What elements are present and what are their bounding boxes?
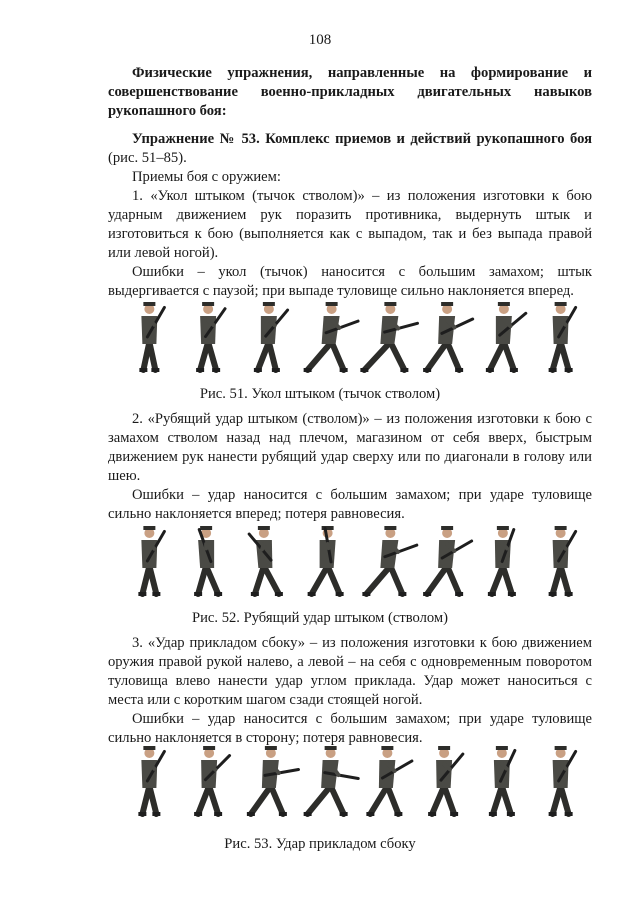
soldier-figure <box>304 302 358 372</box>
figure-row-51 <box>120 298 590 374</box>
soldier-figure <box>304 746 359 816</box>
soldier-figure <box>138 746 164 816</box>
soldier-figure <box>488 526 516 596</box>
exercise-block-1 <box>108 130 592 301</box>
exercise-intro: Приемы боя с оружием: <box>132 169 281 185</box>
item-3-text: 3. «Удар прикладом сбоку» – из положения изготовки к бою движением оружия правой рукой налево, а левой – на себя с одновременным поворотом туловища влево нанести удар углом приклада. Удар может наноситься с места или с коротким шагом сзади стоящей ногой. <box>108 635 592 708</box>
exercise-block-3 <box>108 634 592 748</box>
soldier-figure <box>423 302 473 372</box>
exercise-title-bold: Упражнение № 53. Комплекс приемов и действий рукопашного боя <box>132 131 592 147</box>
soldier-figure <box>138 526 164 596</box>
section-title: Физические упражнения, направленные на формирование и совершенствование военно-прикладных двигательных навыков рукопашного боя: <box>108 65 592 119</box>
soldier-figure <box>549 746 576 816</box>
figure-row-53 <box>120 742 590 818</box>
soldier-figure <box>308 526 344 596</box>
item-1-text: 1. «Укол штыком (тычок стволом)» – из положения изготовки к бою ударным движением рук поразить противника, выдернуть штык и изготовиться к бою (выполняется как с выпадом, так и без выпада правой или левой ногой). <box>108 188 592 261</box>
soldier-figure <box>362 526 416 596</box>
figure-52-illustration <box>120 522 590 598</box>
item-1-errors: Ошибки – укол (тычок) наносится с большим замахом; штык выдергивается с паузой; при выпаде туловище сильно наклоняется вперед. <box>108 264 592 299</box>
soldier-figure <box>247 746 299 816</box>
exercise-title-ref: (рис. 51–85). <box>108 150 187 166</box>
caption-fig-51: Рис. 51. Укол штыком (тычок стволом) <box>199 386 441 402</box>
figure-51-illustration <box>120 298 590 374</box>
item-3-errors: Ошибки – удар наносится с большим замахом; при ударе туловище сильно наклоняется в сторону; потеря равновесия. <box>108 711 592 746</box>
page-number: 108 <box>308 32 332 48</box>
soldier-figure <box>549 526 576 596</box>
soldier-figure <box>549 302 576 372</box>
caption-fig-52: Рис. 52. Рубящий удар штыком (стволом) <box>192 610 448 626</box>
figure-row-52 <box>120 522 590 598</box>
soldier-figure <box>366 746 412 816</box>
item-2-errors: Ошибки – удар наносится с большим замахом; при ударе туловище сильно наклоняется вперед; потеря равновесия. <box>108 487 592 522</box>
soldier-figure <box>194 526 222 596</box>
soldier-figure <box>486 302 526 372</box>
soldier-figure <box>489 746 515 816</box>
soldier-figure <box>360 302 417 372</box>
soldier-figure <box>196 302 225 372</box>
soldier-figure <box>254 302 288 372</box>
soldier-figure <box>139 302 164 372</box>
caption-fig-53: Рис. 53. Удар прикладом сбоку <box>224 836 416 852</box>
item-2-text: 2. «Рубящий удар штыком (стволом)» – из положения изготовки к бою с замахом стволом назад над плечом, магазином от себя вверх, быстрым движением рук нанести рубящий удар сверху или по диагонали в голову или шею. <box>108 411 592 484</box>
soldier-figure <box>194 746 229 816</box>
soldier-figure <box>428 746 463 816</box>
soldier-figure <box>423 526 472 596</box>
exercise-block-2 <box>108 410 592 524</box>
exercise-title <box>108 130 592 168</box>
figure-53-illustration <box>120 742 590 818</box>
soldier-figure <box>249 526 283 596</box>
